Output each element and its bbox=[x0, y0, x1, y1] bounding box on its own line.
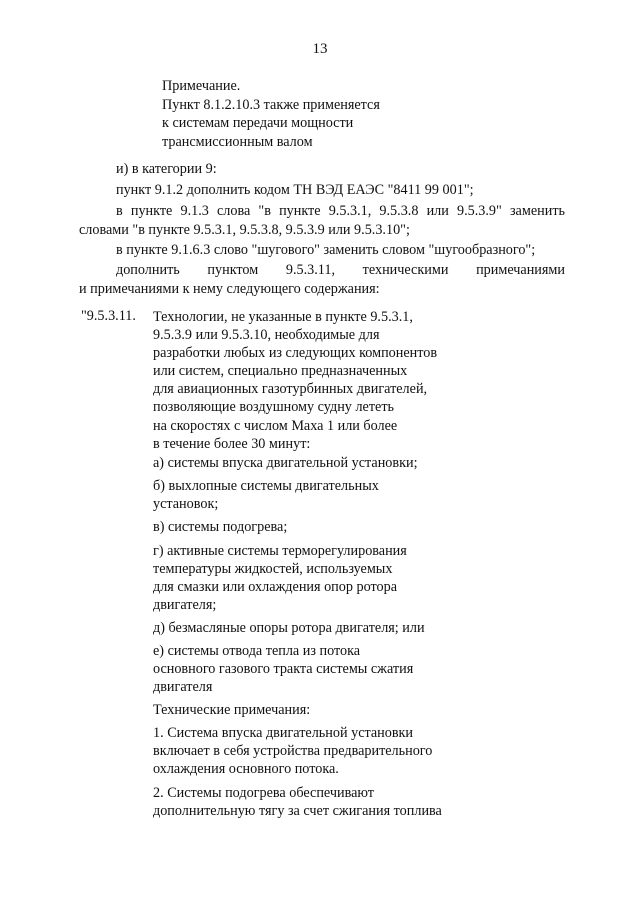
category-line: и) в категории 9: bbox=[116, 161, 217, 177]
tech-note-1 bbox=[153, 724, 432, 778]
tech-note-line: 2. Системы подогрева обеспечивают bbox=[153, 785, 375, 801]
paragraph: пункт 9.1.2 дополнить кодом ТН ВЭД ЕАЭС "8411 99 001"; bbox=[116, 182, 474, 198]
tech-note-line: охлаждения основного потока. bbox=[153, 761, 339, 778]
tech-note-line: включает в себя устройства предварительного bbox=[153, 743, 433, 760]
paragraph: в пункте 9.1.6.3 слово "шугового" заменить словом "шугообразного"; bbox=[116, 242, 536, 258]
subitem-line: для смазки или охлаждения опор ротора bbox=[153, 579, 397, 596]
note-line: Пункт 8.1.2.10.3 также применяется bbox=[162, 96, 380, 113]
subitem-line: а) системы впуска двигательной установки; bbox=[153, 455, 418, 471]
tech-note-2 bbox=[153, 784, 442, 820]
paragraph-continuation: словами "в пункте 9.5.3.1, 9.5.3.8, 9.5.3.9 или 9.5.3.10"; bbox=[79, 222, 410, 238]
tech-notes-title bbox=[153, 701, 310, 719]
subitem-line: е) системы отвода тепла из потока bbox=[153, 643, 361, 659]
item-line: позволяющие воздушному судну лететь bbox=[153, 399, 394, 416]
tech-note-line: дополнительную тягу за счет сжигания топлива bbox=[153, 803, 442, 820]
subitem-a bbox=[153, 454, 418, 472]
item-line: 9.5.3.9 или 9.5.3.10, необходимые для bbox=[153, 327, 380, 344]
paragraph: в пункте 9.1.3 слова "в пункте 9.5.3.1, 9.5.3.8 или 9.5.3.9" заменить bbox=[116, 203, 565, 219]
item-line: Технологии, не указанные в пункте 9.5.3.1, bbox=[153, 309, 413, 325]
item-line: или систем, специально предназначенных bbox=[153, 363, 408, 380]
note-line: к системам передачи мощности bbox=[162, 115, 354, 131]
item-line: на скоростях с числом Маха 1 или более bbox=[153, 417, 398, 434]
paragraph-continuation: и примечаниями к нему следующего содержания: bbox=[79, 281, 380, 297]
tech-notes-title-text: Технические примечания: bbox=[153, 702, 311, 718]
tech-note-line: 1. Система впуска двигательной установки bbox=[153, 725, 414, 741]
subitem-b bbox=[153, 477, 379, 513]
subitem-line: двигателя; bbox=[153, 597, 217, 614]
page-number: 13 bbox=[312, 41, 328, 57]
item-line: в течение более 30 минут: bbox=[153, 435, 311, 452]
item-intro bbox=[153, 308, 437, 453]
subitem-line: двигателя bbox=[153, 679, 213, 696]
note-title: Примечание. bbox=[162, 78, 241, 94]
paragraph: дополнить пунктом 9.5.3.11, техническими примечаниями bbox=[116, 262, 565, 278]
item-number: "9.5.3.11. bbox=[81, 308, 136, 324]
subitem-d bbox=[153, 619, 425, 637]
subitem-v bbox=[153, 518, 287, 536]
subitem-line: в) системы подогрева; bbox=[153, 519, 288, 535]
item-line: для авиационных газотурбинных двигателей, bbox=[153, 381, 428, 398]
subitem-line: установок; bbox=[153, 496, 219, 513]
item-line: разработки любых из следующих компонентов bbox=[153, 345, 438, 362]
subitem-g bbox=[153, 542, 407, 614]
subitem-line: температуры жидкостей, используемых bbox=[153, 561, 393, 578]
note-block bbox=[162, 77, 380, 151]
subitem-line: б) выхлопные системы двигательных bbox=[153, 478, 379, 494]
subitem-line: г) активные системы терморегулирования bbox=[153, 543, 407, 559]
subitem-line: д) безмасляные опоры ротора двигателя; или bbox=[153, 620, 425, 636]
note-line: трансмиссионным валом bbox=[162, 133, 313, 150]
subitem-line: основного газового тракта системы сжатия bbox=[153, 661, 414, 678]
subitem-e bbox=[153, 642, 413, 696]
